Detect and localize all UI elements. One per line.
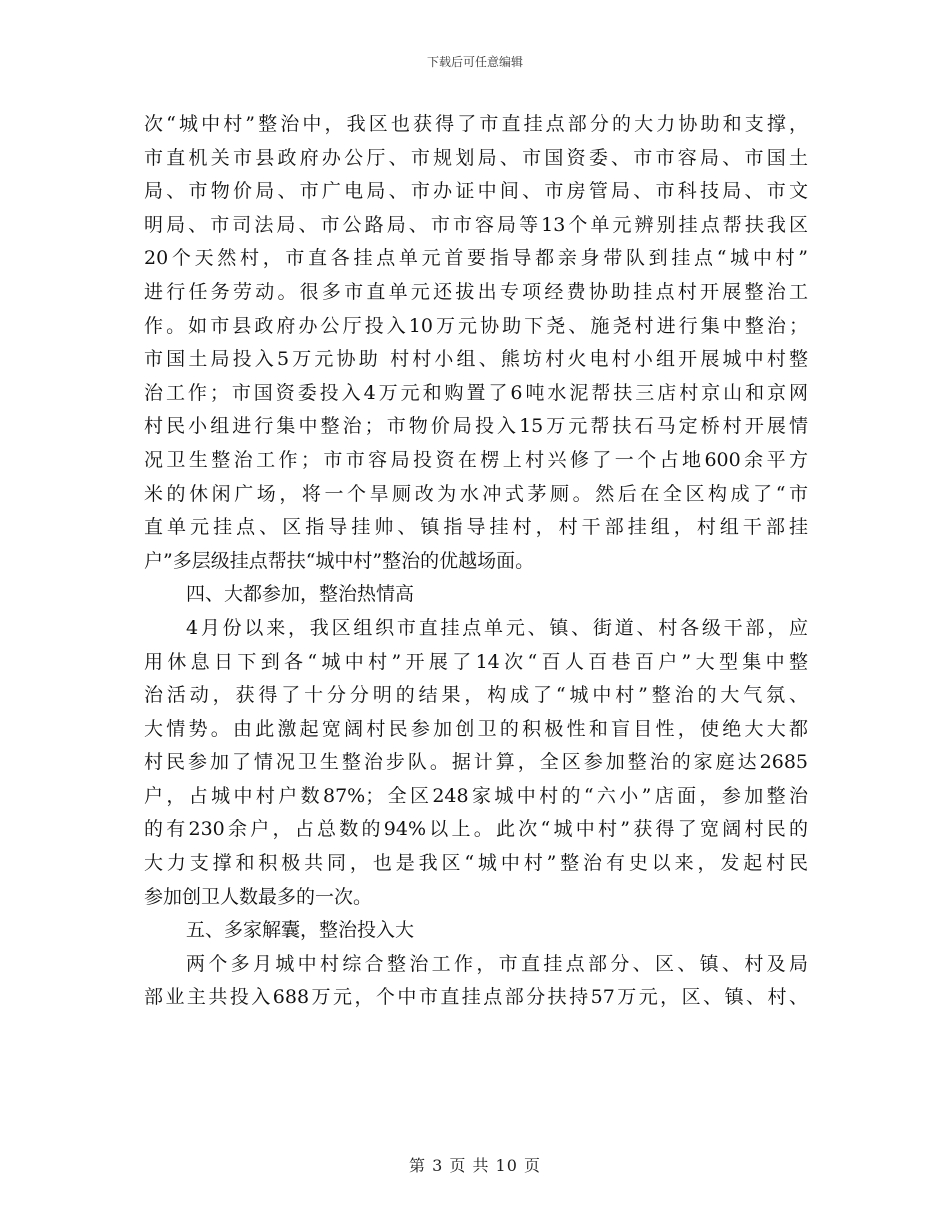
- text-line: 4月份以来，我区组织市直挂点单元、镇、街道、村各级干部，应: [186, 616, 808, 639]
- text-line: 部业主共投入688万元，个中市直挂点部分扶持57万元，区、镇、村、: [144, 986, 808, 1009]
- text-line: 两个多月城中村综合整治工作，市直挂点部分、区、镇、村及局: [186, 952, 808, 975]
- text-line: 明局、市司法局、市公路局、市市容局等13个单元辨别挂点帮扶我区: [144, 213, 808, 236]
- text-line: 村民参加了情况卫生整治步队。据计算，全区参加整治的家庭达2685: [144, 751, 808, 774]
- page-header: 下载后可任意编辑: [426, 55, 523, 69]
- text-line: 直单元挂点、区指导挂帅、镇指导挂村，村干部挂组，村组干部挂: [144, 516, 808, 539]
- text-line: 治活动，获得了十分分明的结果，构成了“城中村”整治的大气氛、: [144, 684, 808, 707]
- text-line: 20个天然村，市直各挂点单元首要指导都亲身带队到挂点“城中村”: [144, 247, 808, 270]
- text-line: 市国土局投入5万元协助 村村小组、熊坊村火电村小组开展城中村整: [144, 348, 808, 371]
- text-line: 村民小组进行集中整治；市物价局投入15万元帮扶石马定桥村开展情: [144, 415, 808, 438]
- text-line: 况卫生整治工作；市市容局投资在楞上村兴修了一个占地600余平方: [144, 448, 808, 471]
- text-line: 大力支撑和积极共同，也是我区“城中村”整治有史以来，发起村民: [144, 852, 808, 875]
- text-line: 次“城中村”整治中，我区也获得了市直挂点部分的大力协助和支撑，: [144, 113, 808, 135]
- text-line: 户，占城中村户数87%；全区248家城中村的“六小”店面，参加整治: [144, 784, 808, 807]
- section-heading: 四、大都参加，整治热情高: [186, 583, 415, 606]
- text-line: 局、市物价局、市广电局、市办证中间、市房管局、市科技局、市文: [144, 180, 808, 203]
- text-line: 治工作；市国资委投入4万元和购置了6吨水泥帮扶三店村京山和京网: [144, 381, 808, 404]
- text-line: 进行任务劳动。很多市直单元还拔出专项经费协助挂点村开展整治工: [144, 280, 808, 303]
- text-line: 用休息日下到各“城中村”开展了14次“百人百巷百户”大型集中整: [144, 650, 808, 673]
- text-line: 户”多层级挂点帮扶“城中村”整治的优越场面。: [144, 549, 535, 572]
- text-line: 作。如市县政府办公厅投入10万元协助下尧、施尧村进行集中整治；: [144, 314, 808, 337]
- document-body: [144, 108, 808, 1015]
- page-number: 第 3 页 共 10 页: [409, 1156, 541, 1175]
- section-heading: 五、多家解囊，整治投入大: [186, 919, 415, 942]
- text-line: 大情势。由此激起宽阔村民参加创卫的积极性和盲目性，使绝大大都: [144, 717, 808, 740]
- text-line: 市直机关市县政府办公厅、市规划局、市国资委、市市容局、市国土: [144, 146, 808, 169]
- text-line: 的有230余户，占总数的94%以上。此次“城中村”获得了宽阔村民的: [144, 818, 808, 841]
- text-line: 米的休闲广场，将一个旱厕改为水冲式茅厕。然后在全区构成了“市: [144, 482, 808, 505]
- text-line: 参加创卫人数最多的一次。: [144, 885, 373, 908]
